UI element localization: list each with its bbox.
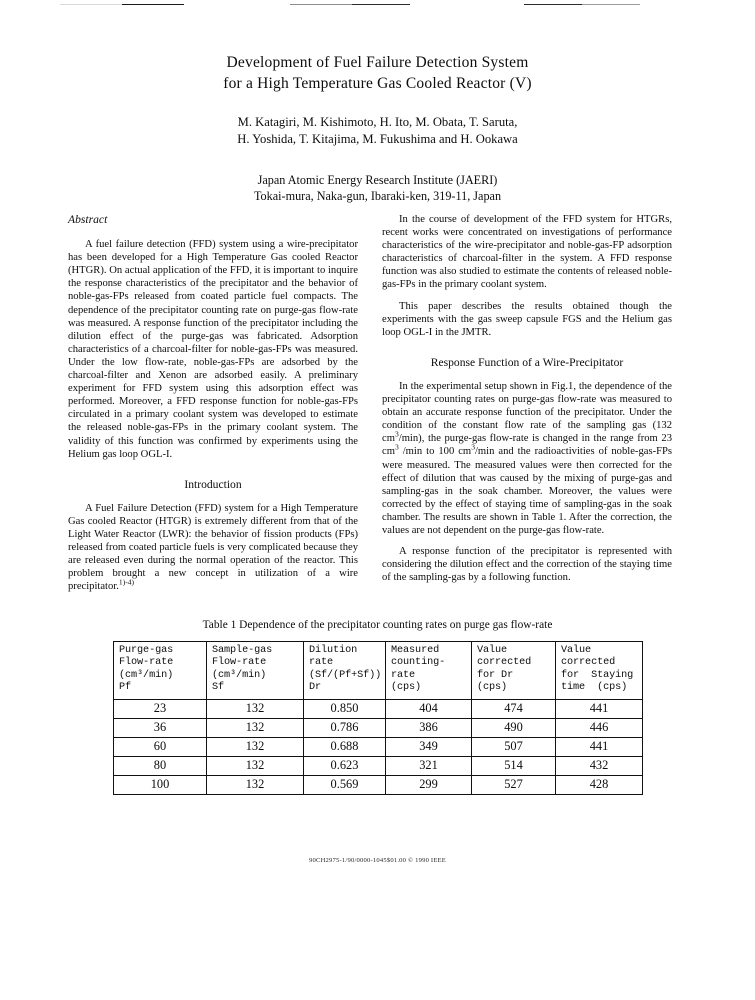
copyright-footer: 90CH2975-1/90/0000-1045$01.00 © 1990 IEEE [308, 857, 447, 864]
introduction-paragraph-3: This paper describes the results obtained though the experiments with the gas sweep capsule FGS and the Helium gas loop OGL-I in the JMTR. [382, 300, 672, 338]
paper-title-line-1: Development of Fuel Failure Detection System [226, 54, 529, 71]
table-cell-r1-c1: 23 [114, 699, 207, 718]
introduction-paragraph-1-text: A Fuel Failure Detection (FFD) system for a High Temperature Gas cooled Reactor (HTGR) is extremely different from that of the Light Water Reactor (LWR): the behavior of fission products (FPs) released from coated particle fuels is very complicated because they are released even during the normal operation of the reactor. This problem brought a new concept in utilization of a wire precipitator. [68, 502, 358, 593]
table-column-header-2 [207, 642, 304, 700]
table-column-header-3 [304, 642, 386, 700]
table-cell-r2-c5: 490 [472, 718, 556, 737]
table-body [114, 699, 643, 794]
introduction-paragraph-1 [68, 502, 358, 594]
table-column-header-2-line-4: Sf [212, 682, 225, 694]
response-paragraph-1-part-d: /min and the radioactivities of noble-gas-FPs were measured. The measured values were then corrected for the effect of dilution that was caused by the mixing of purge-gas and sampling-gas in the soak chamber. Moreover, the values were corrected by the effect of staying time of sampling-gas in the soak chamber. The results are shown in Table 1. After the correction, the values are not dependent on the purge-gas flow-rate. [382, 446, 673, 536]
table-cell-r5-c3: 0.569 [304, 775, 386, 794]
table-column-header-3-line-2: rate [309, 657, 334, 669]
table-column-header-2-line-2: Flow-rate [212, 657, 267, 669]
abstract-heading: Abstract [68, 213, 108, 226]
table-column-header-3-line-3: (Sf/(Pf+Sf)) [309, 669, 382, 681]
table-row [114, 699, 643, 718]
abstract-body: A fuel failure detection (FFD) system using a wire-precipitator has been developed for a High Temperature Gas cooled Reactor (HTGR). On actual application of the FFD, it is important to inquire the response characteristics of the precipitator and the behavior of noble-gas-FPs released from coated particle fuel compacts. The dependence of the precipitator counting rate on purge-gas flow-rate was measured. A response function of the precipitator including the dilution effect of the purge-gas was fabricated. Adsorption characteristics of a charcoal-filter for noble-gas-FPs was measured. Under the low flow-rate, noble-gas-FPs are adsorbed by the charcoal-filter and Xenon are adsorbed easily. A preliminary experiment for FFD system using this adsorption effect was performed. Moreover, a FFD response function for noble-gas-FPs circulated in a primary coolant system was developed to estimate the released noble-gas-FPs in the primary coolant system. The validity of this function was confirmed by experiments using the Helium gas loop OGL-I. [68, 239, 358, 460]
table-cell-r2-c2: 132 [207, 718, 304, 737]
table-cell-r4-c2: 132 [207, 756, 304, 775]
table-column-header-5-line-3: for Dr [477, 669, 514, 681]
table-column-header-4-line-3: rate [391, 669, 416, 681]
table-column-header-6-line-1: Value [561, 645, 592, 656]
table-cell-r3-c3: 0.688 [304, 737, 386, 756]
table-column-header-4 [386, 642, 472, 700]
superscript-3-b: 3 [394, 442, 399, 452]
table-column-header-6-line-4: time (cps) [561, 682, 628, 694]
table-row [114, 775, 643, 794]
table-cell-r1-c5: 474 [472, 699, 556, 718]
precipitator-counting-rate-table [113, 641, 643, 795]
table-cell-r1-c6: 441 [556, 699, 643, 718]
table-cell-r2-c3: 0.786 [304, 718, 386, 737]
paper-title [0, 52, 755, 94]
table-column-header-5-line-2: corrected [477, 657, 532, 669]
table-column-header-6 [556, 642, 643, 700]
introduction-heading: Introduction [184, 477, 242, 491]
table-cell-r4-c5: 514 [472, 756, 556, 775]
table-cell-r1-c4: 404 [386, 699, 472, 718]
table-cell-r5-c4: 299 [386, 775, 472, 794]
table-cell-r5-c2: 132 [207, 775, 304, 794]
introduction-paragraph-2: In the course of development of the FFD system for HTGRs, recent works were concentrated on investigations of performance characteristics of the wire-precipitator and noble-gas-FP adsorption characteristics of charcoal-filter in the system. A FFD response function was also studied to estimate the contents of released noble-gas-FPs in the primary coolant system. [382, 214, 672, 291]
table-header [114, 642, 643, 700]
table-cell-r4-c4: 321 [386, 756, 472, 775]
table-row [114, 756, 643, 775]
table-cell-r5-c6: 428 [556, 775, 643, 794]
affiliation-block [0, 172, 755, 204]
table-column-header-1-line-4: Pf [119, 682, 132, 694]
left-column [68, 213, 358, 593]
table-column-header-5 [472, 642, 556, 700]
table-cell-r5-c1: 100 [114, 775, 207, 794]
affiliation-line-1: Japan Atomic Energy Research Institute (JAERI) [257, 173, 498, 187]
response-paragraph-1-part-b: /min), the purge-gas flow-rate is changed in the range from 23 cm [382, 433, 672, 458]
table-column-header-5-line-4: (cps) [477, 682, 508, 694]
author-line-1: M. Katagiri, M. Kishimoto, H. Ito, M. Obata, T. Saruta, [237, 115, 518, 129]
table-column-header-4-line-4: (cps) [391, 682, 422, 694]
table-column-header-2-line-1: Sample-gas [212, 645, 273, 656]
table-row [114, 718, 643, 737]
table-header-row [114, 642, 643, 700]
table-cell-r1-c3: 0.850 [304, 699, 386, 718]
table-column-header-3-line-1: Dilution [309, 645, 358, 656]
table-column-header-1-line-3: (cm³/min) [119, 669, 174, 681]
author-line-2: H. Yoshida, T. Kitajima, M. Fukushima and H. Ookawa [237, 132, 518, 146]
table-cell-r5-c5: 527 [472, 775, 556, 794]
table-column-header-1 [114, 642, 207, 700]
table-column-header-2-line-3: (cm³/min) [212, 669, 267, 681]
table-cell-r1-c2: 132 [207, 699, 304, 718]
superscript-3-a: 3 [394, 429, 399, 439]
table-row [114, 737, 643, 756]
table-cell-r3-c6: 441 [556, 737, 643, 756]
table-caption: Table 1 Dependence of the precipitator counting rates on purge gas flow-rate [202, 619, 553, 631]
table-cell-r3-c4: 349 [386, 737, 472, 756]
table-cell-r4-c1: 80 [114, 756, 207, 775]
table-container [113, 641, 642, 795]
table-column-header-6-line-3: for Staying [561, 669, 634, 681]
table-cell-r4-c3: 0.623 [304, 756, 386, 775]
superscript-3-c: 3 [471, 442, 475, 452]
response-paragraph-1-part-c: /min to 100 cm [398, 446, 472, 458]
table-column-header-1-line-2: Flow-rate [119, 657, 174, 669]
table-cell-r4-c6: 432 [556, 756, 643, 775]
table-cell-r2-c1: 36 [114, 718, 207, 737]
response-paragraph-1 [382, 380, 672, 537]
author-list [0, 114, 755, 148]
table-cell-r3-c2: 132 [207, 737, 304, 756]
title-block [0, 52, 755, 204]
response-function-heading: Response Function of a Wire-Precipitator [430, 355, 624, 369]
table-cell-r2-c6: 446 [556, 718, 643, 737]
response-paragraph-2: A response function of the precipitator is represented with considering the dilution effect and the correction of the staying time of the sampling-gas by a following function. [382, 546, 672, 584]
affiliation-line-2: Tokai-mura, Naka-gun, Ibaraki-ken, 319-11, Japan [253, 189, 502, 203]
table-column-header-5-line-1: Value [477, 645, 508, 656]
table-cell-r2-c4: 386 [386, 718, 472, 737]
table-column-header-3-line-4: Dr [309, 682, 322, 694]
response-paragraph-1-part-a: In the experimental setup shown in Fig.1, the dependence of the precipitator counting rates on purge-gas flow-rate was measured to obtain an accurate response function of the precipitator. Under the condition of the constant flow rate of the sampling gas (132 cm [382, 380, 672, 445]
table-cell-r3-c5: 507 [472, 737, 556, 756]
table-column-header-1-line-1: Purge-gas [119, 645, 174, 656]
paper-title-line-2: for a High Temperature Gas Cooled Reactor (V) [223, 75, 532, 92]
table-column-header-6-line-2: corrected [561, 657, 616, 669]
reference-citation: 1)-4) [118, 577, 135, 587]
table-cell-r3-c1: 60 [114, 737, 207, 756]
table-column-header-4-line-2: counting- [391, 657, 446, 669]
right-column [382, 213, 672, 584]
table-column-header-4-line-1: Measured [391, 645, 440, 656]
